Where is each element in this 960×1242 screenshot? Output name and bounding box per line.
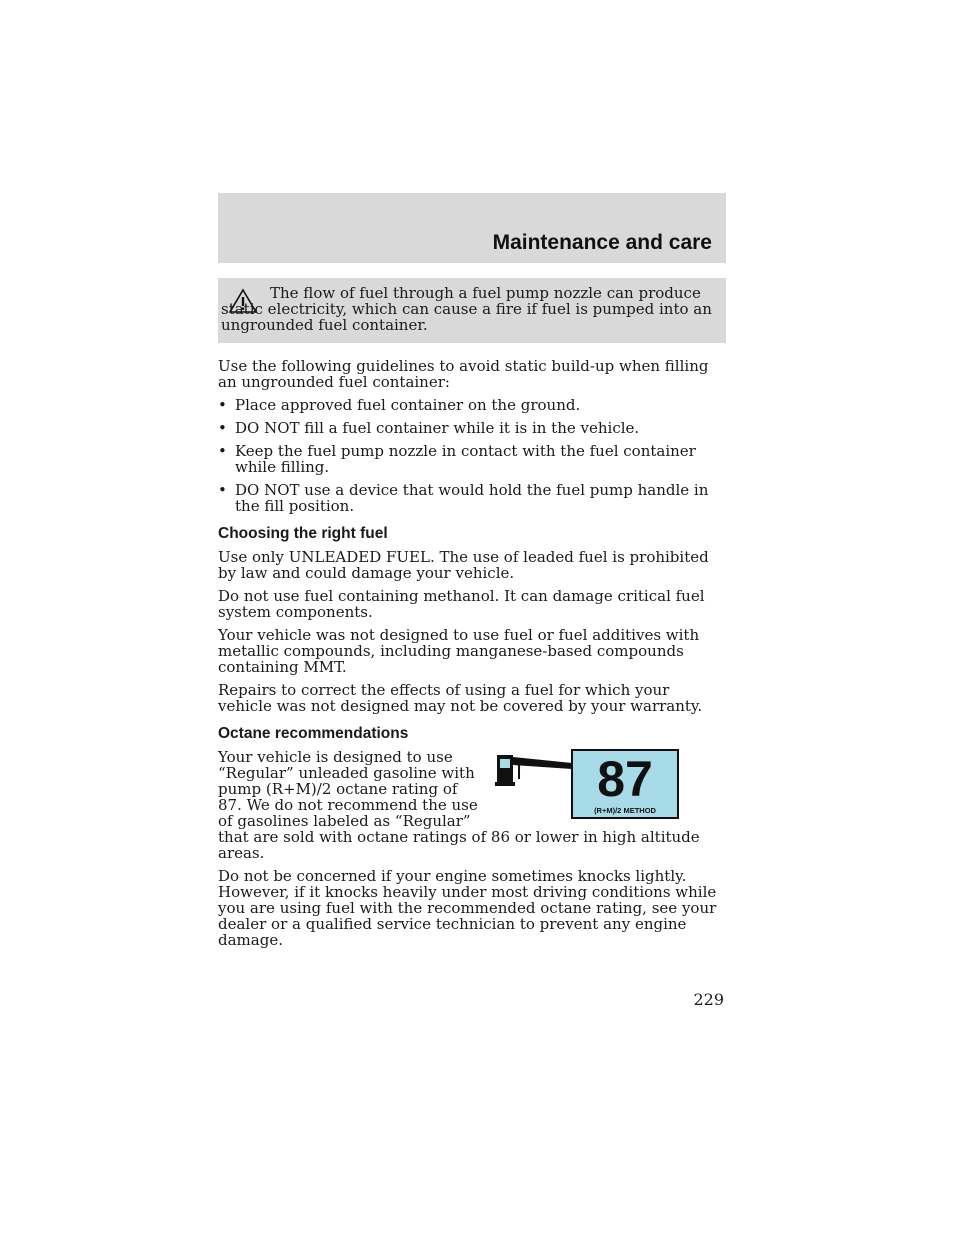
bullet-glyph: • — [218, 442, 227, 460]
intro-paragraph: Use the following guidelines to avoid static build-up when filling an ungrounded fuel container: — [218, 357, 709, 391]
paragraph: Your vehicle is designed to use “Regular” unleaded gasoline with pump (R+M)/2 octane rating of 87. We do not recommend the use of gasolines labeled as “Regular” that are sold with octane ratings of 86 or lower in high altitude areas. — [218, 748, 700, 862]
page-content — [218, 358, 726, 955]
warning-text: The flow of fuel through a fuel pump nozzle can produce static electricity, which can cause a fire if fuel is pumped into an ungrounded fuel container. — [221, 284, 712, 334]
heading-octane: Octane recommendations — [218, 725, 409, 742]
section-header-band — [218, 193, 726, 263]
octane-number: 87 — [597, 751, 653, 807]
paragraph: Do not use fuel containing methanol. It can damage critical fuel system components. — [218, 587, 705, 621]
octane-method-label: (R+M)/2 METHOD — [594, 806, 656, 815]
list-item: • Place approved fuel container on the ground. — [218, 396, 581, 414]
section-title: Maintenance and care — [492, 231, 712, 254]
guideline-list — [218, 397, 726, 514]
bullet-glyph: • — [218, 419, 227, 437]
paragraph: Repairs to correct the effects of using a fuel for which your vehicle was not designed may not be covered by your warranty. — [218, 681, 703, 715]
paragraph: Your vehicle was not designed to use fuel or fuel additives with metallic compounds, including manganese-based compounds containing MMT. — [218, 626, 700, 676]
bullet-glyph: • — [218, 396, 227, 414]
heading-choosing-fuel: Choosing the right fuel — [218, 525, 388, 542]
list-item: • DO NOT use a device that would hold the fuel pump handle in the fill position. — [218, 481, 709, 515]
bullet-glyph: • — [218, 481, 227, 499]
paragraph: Use only UNLEADED FUEL. The use of leaded fuel is prohibited by law and could damage your vehicle. — [218, 548, 709, 582]
page-number: 229 — [693, 990, 724, 1009]
paragraph: Do not be concerned if your engine sometimes knocks lightly. However, if it knocks heavily under most driving conditions while you are using fuel with the recommended octane rating, see your dealer or a qualified service technician to prevent any engine damage. — [218, 867, 717, 949]
list-item: • Keep the fuel pump nozzle in contact with the fuel container while filling. — [218, 442, 696, 476]
warning-box — [218, 278, 726, 343]
list-item: • DO NOT fill a fuel container while it is in the vehicle. — [218, 419, 640, 437]
octane-label-figure — [494, 749, 694, 821]
